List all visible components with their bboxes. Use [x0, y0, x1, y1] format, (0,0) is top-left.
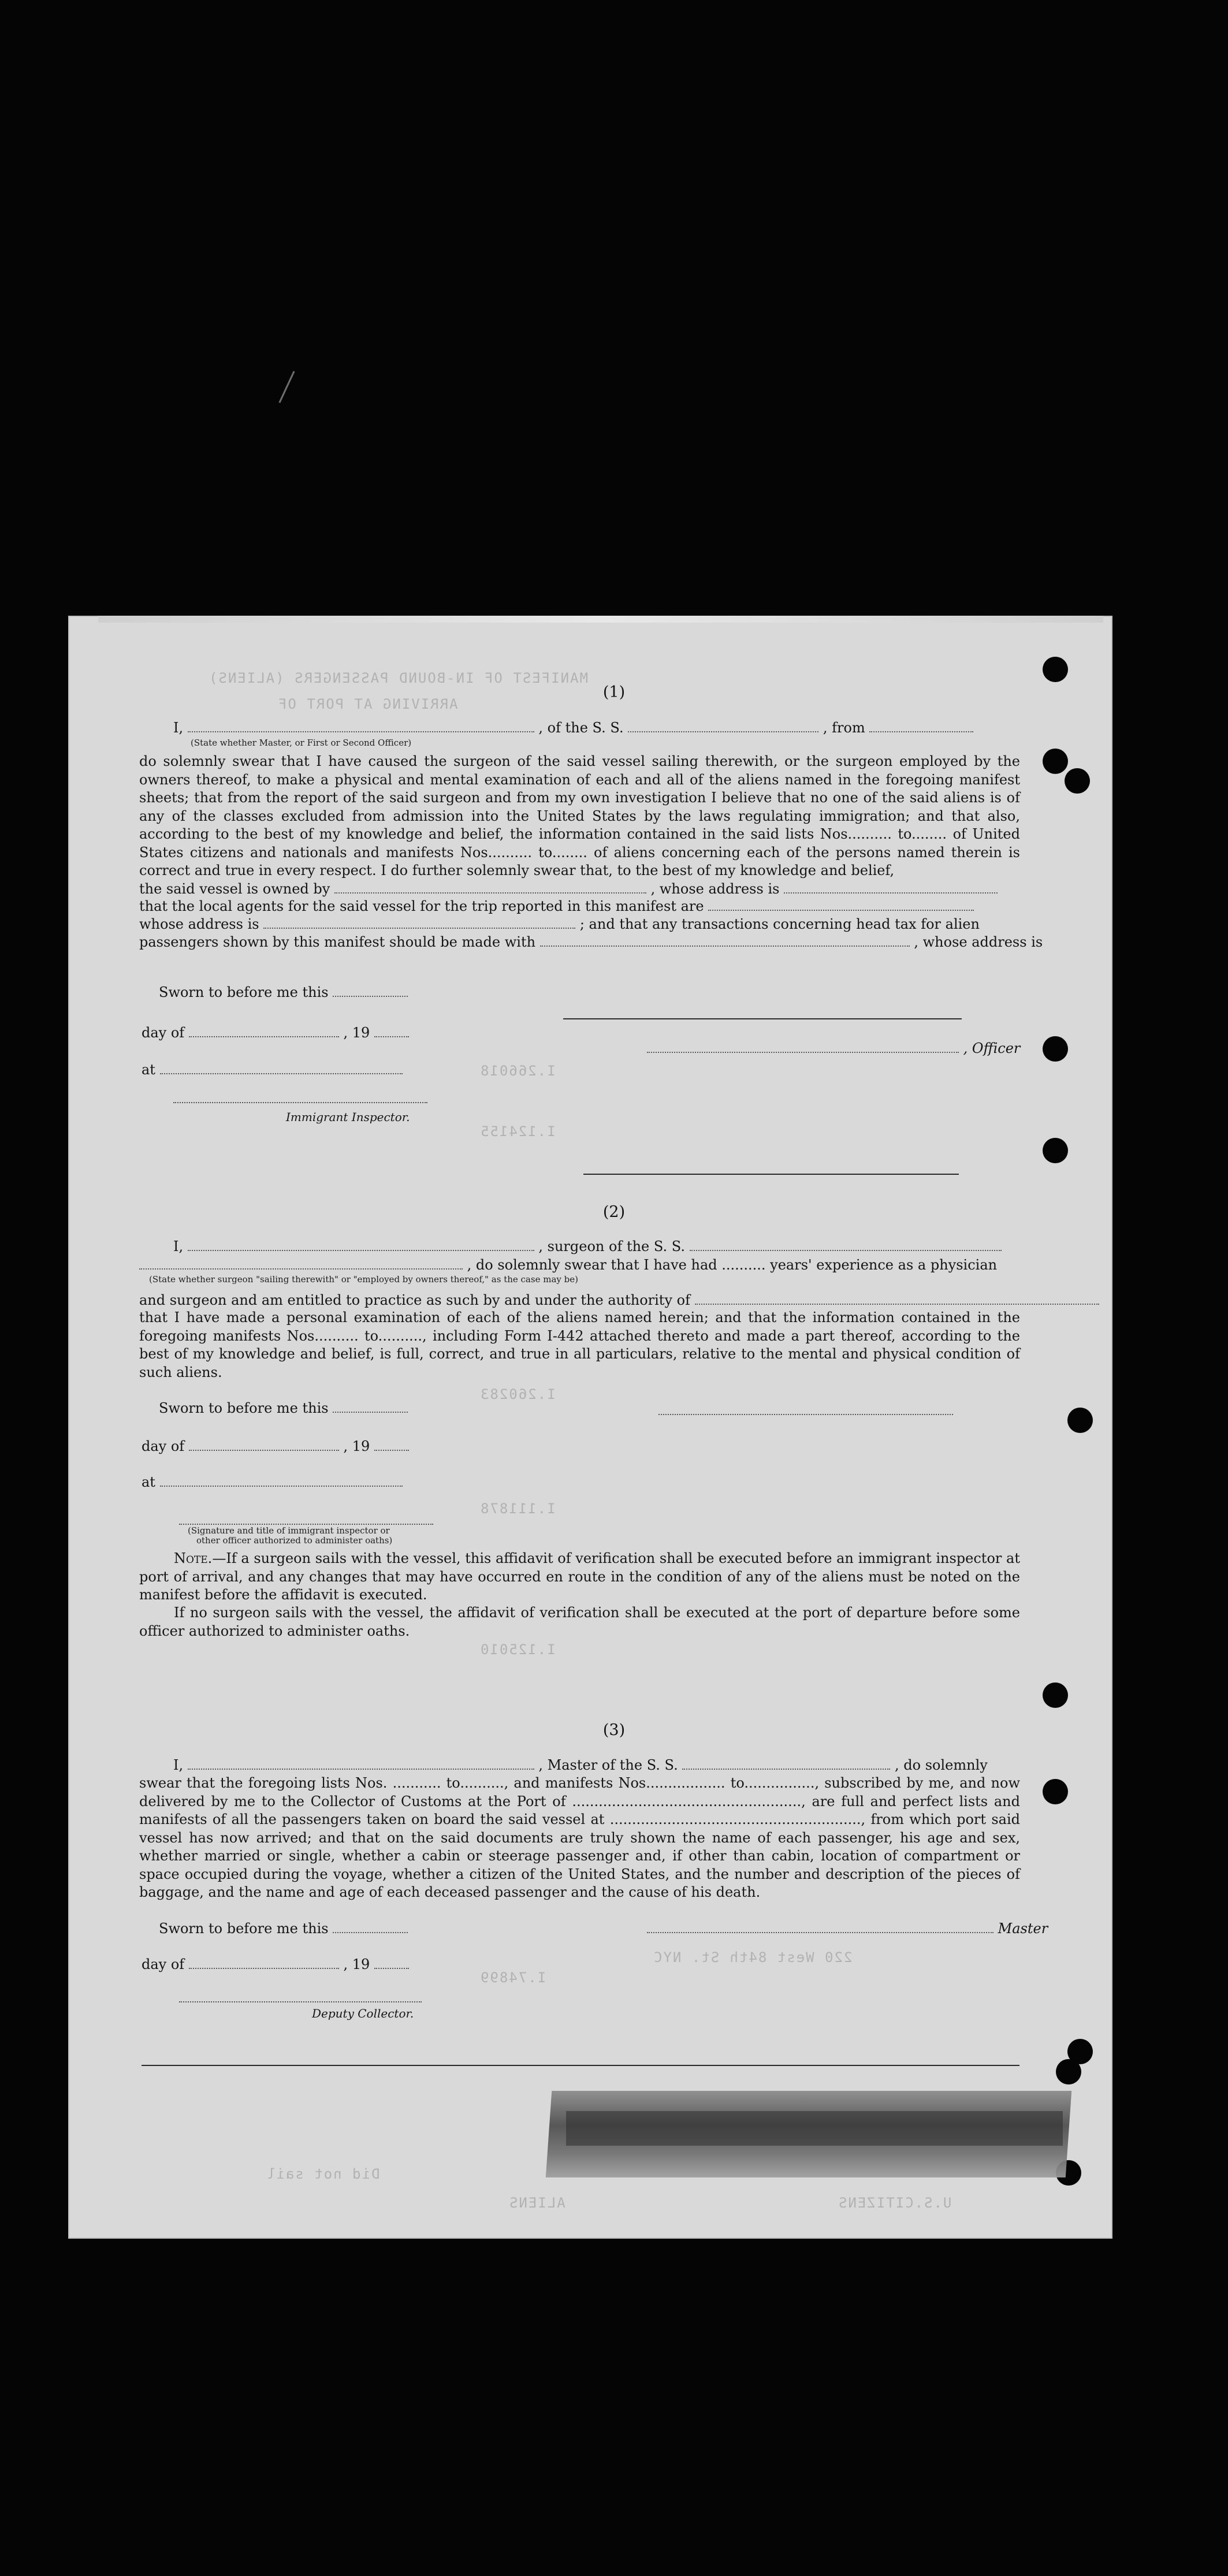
section-1-paragraph: do solemnly swear that I have caused the surgeon of the said vessel sailing therewith, or the surgeon employed by the owners thereof, to make a physical and mental examination of each and all of the aliens named in the foregoing manifest sheets; that from the report of the said surgeon and from my own investigation I believe that no one of the said aliens is of any of the classes excluded from admission into the United States by the laws regulating immigration; and that also, according to the best of my knowledge and belief, the information contained in the said lists Nos.......... to........ of United States citizens and nationals and manifests Nos.......... to........ of aliens concerning each of the persons named therein is correct and true in every respect. I do further solemnly swear that, to the best of my knowledge and belief, [139, 753, 1020, 878]
punch-hole [1043, 1682, 1068, 1708]
section-2-note [139, 1550, 1020, 1605]
label-whose-address: , whose address is [650, 881, 780, 897]
section-1-number: (1) [602, 683, 626, 701]
section-1-agents-line [139, 897, 974, 915]
label-day-of: day of [142, 1438, 185, 1454]
field-agent-address [263, 928, 575, 929]
label-at: at [142, 1062, 155, 1078]
label-of-ss: , of the S. S. [538, 720, 624, 736]
section-3-day-of [142, 1955, 409, 1974]
label-passengers: passengers shown by this manifest should be made with [139, 934, 536, 950]
ghost-line: Did not sail [266, 2166, 380, 2182]
punch-hole [1067, 1408, 1093, 1433]
ghost-header-1: MANIFEST OF IN-BOUND PASSENGERS (ALIENS) [208, 670, 588, 686]
bottom-rule [142, 2065, 1019, 2066]
field-month [189, 1036, 339, 1037]
field-sworn-day [333, 996, 408, 997]
label-owned-by: the said vessel is owned by [139, 881, 330, 897]
section-1-address-line [139, 915, 980, 933]
label-year: , 19 [343, 1438, 370, 1454]
ghost-line: I.266018 [479, 1063, 556, 1079]
ghost-line: U.S.CITIZENS [838, 2195, 952, 2211]
field-month [189, 1968, 339, 1969]
punch-hole [1056, 2059, 1081, 2084]
field-surgeon-name [188, 1250, 534, 1251]
label-from: , from [823, 720, 865, 736]
inspector-signature-line-2 [179, 1524, 433, 1525]
section-2-experience [139, 1256, 997, 1274]
label-experience: , do solemnly swear that I have had .......... years' experience as a physician [467, 1257, 998, 1273]
ink-smear-shadow [566, 2111, 1063, 2146]
field-master-name [188, 1769, 534, 1770]
section-2-at [142, 1473, 403, 1491]
punch-hole [1065, 768, 1090, 794]
label-I: I, [173, 1757, 184, 1773]
ghost-line: ALIENS [508, 2195, 565, 2211]
section-2-paragraph: that I have made a personal examination of each of the aliens named herein; and that the information contained in the foregoing manifests Nos.......... to.........., including Form I-442 attached thereto and made a part thereof, according to the best of my knowledge and belief, is full, correct, and true in all particulars, relative to the mental and physical condition of such aliens. [139, 1309, 1020, 1380]
ghost-line: 220 West 84th St. NYC [653, 1949, 853, 1965]
label-solemnly: , do solemnly [895, 1757, 988, 1773]
label-sworn: Sworn to before me this [159, 1400, 329, 1416]
section-2-state-note: (State whether surgeon "sailing therewith" or "employed by owners thereof," as the case may be) [149, 1274, 578, 1285]
officer-rule [563, 1018, 962, 1019]
section-2-line-I [173, 1237, 1002, 1256]
section-3-line-I [173, 1756, 988, 1774]
field-master-signature [647, 1932, 993, 1933]
inspector-signature-line [173, 1102, 427, 1103]
section-3-deputy: Deputy Collector. [312, 2007, 414, 2020]
section-1-owned-line [139, 880, 998, 898]
field-officer-name [188, 731, 534, 732]
ghost-line: I.74899 [479, 1970, 546, 1986]
field-year [374, 1450, 409, 1451]
section-1-inspector: Immigrant Inspector. [286, 1110, 410, 1124]
field-authority [695, 1304, 1099, 1305]
label-year: , 19 [343, 1956, 370, 1972]
label-whose-address-2: whose address is [139, 916, 259, 932]
section-3-master-line [647, 1919, 1048, 1938]
ghost-line: I.125010 [479, 1641, 556, 1658]
section-2-sworn [159, 1399, 408, 1417]
field-sworn-day [333, 1932, 408, 1933]
field-agents [708, 910, 974, 911]
signature-note-1: (Signature and title of immigrant inspector or [188, 1525, 390, 1536]
label-day-of: day of [142, 1956, 185, 1972]
field-month [189, 1450, 339, 1451]
note-text: —If a surgeon sails with the vessel, this affidavit of verification shall be executed before an immigrant inspector at port of arrival, and any changes that may have occurred en route in the condition of any of the aliens must be noted on the manifest before the affidavit is executed. [139, 1550, 1020, 1603]
section-1-day-of [142, 1023, 409, 1042]
label-whose-address-3: , whose address is [914, 934, 1043, 950]
deputy-signature-line [179, 2001, 422, 2002]
section-3-paragraph: swear that the foregoing lists Nos. ........... to.........., and manifests Nos.................. to................, subscribed by me, and now delivered by me to the Collector of Customs at the Port of ...................................................., are full and perfect lists and manifests of all the passengers taken on board the said vessel at ........................................................., from which port said vessel has now arrived; and that on the said documents are truly shown the name of each passenger, his age and sex, whether married or single, whether a cabin or steerage passenger and, if other than cabin, location of compartment or space occupied during the voyage, whether a citizen of the United States, and the number and description of the pieces of baggage, and the name and age of each deceased passenger and the cause of his death. [139, 1775, 1020, 1900]
ghost-header-2: ARRIVING AT PORT OF [277, 696, 458, 712]
ghost-line: I.111878 [479, 1501, 556, 1517]
note-2-text: If no surgeon sails with the vessel, the affidavit of verification shall be executed at the port of departure before some officer authorized to administer oaths. [139, 1605, 1020, 1639]
section-2-number: (2) [602, 1203, 626, 1221]
section-1-sworn [159, 983, 408, 1002]
label-authority: and surgeon and am entitled to practice as such by and under the authority of [139, 1292, 690, 1308]
field-owner [334, 892, 646, 894]
field-port-from [869, 731, 973, 732]
punch-hole [1043, 1779, 1068, 1804]
field-vessel-name [628, 731, 818, 732]
punch-hole [1043, 749, 1068, 774]
section-1-passengers-line [139, 933, 1043, 951]
label-sworn: Sworn to before me this [159, 984, 329, 1000]
field-surgeon-type [139, 1268, 463, 1270]
signature-note-2: other officer authorized to administer oaths) [196, 1535, 393, 1546]
field-sworn-day [333, 1412, 408, 1413]
label-local-agents: that the local agents for the said vessel for the trip reported in this manifest are [139, 898, 704, 914]
punch-hole [1043, 1036, 1068, 1062]
field-head-tax-party [540, 945, 910, 947]
field-officer-signature [647, 1052, 959, 1053]
note-label: Note. [174, 1550, 213, 1566]
surgeon-signature-line [658, 1414, 953, 1415]
label-master-of: , Master of the S. S. [538, 1757, 678, 1773]
film-scratch [278, 371, 295, 403]
label-surgeon-of: , surgeon of the S. S. [538, 1238, 685, 1255]
label-at: at [142, 1474, 155, 1490]
section-1-line-I [173, 719, 973, 737]
field-at [160, 1073, 403, 1074]
section-3-sworn [159, 1919, 408, 1938]
ghost-line: I.260283 [479, 1386, 556, 1402]
punch-hole [1043, 657, 1068, 682]
field-owner-address [784, 892, 998, 894]
section-2-note-2 [139, 1604, 1020, 1640]
field-year [374, 1036, 409, 1037]
label-head-tax: ; and that any transactions concerning head tax for alien [579, 916, 980, 932]
ghost-line: I.124155 [479, 1123, 556, 1140]
section-1-officer-line [647, 1039, 1020, 1058]
punch-hole [1043, 1138, 1068, 1163]
label-I: I, [173, 1238, 184, 1255]
label-year: , 19 [343, 1025, 370, 1041]
label-sworn: Sworn to before me this [159, 1920, 329, 1937]
field-vessel-name-2 [690, 1250, 1002, 1251]
section-3-number: (3) [602, 1721, 626, 1739]
paper-top-edge [98, 616, 1103, 623]
section-2-authority [139, 1291, 1099, 1309]
label-I: I, [173, 720, 184, 736]
label-day-of: day of [142, 1025, 185, 1041]
section-1-divider [583, 1174, 959, 1175]
field-at [160, 1486, 403, 1487]
label-officer: , Officer [963, 1040, 1021, 1056]
section-1-at [142, 1060, 403, 1079]
section-2-day-of [142, 1437, 409, 1455]
label-master: Master [998, 1920, 1048, 1937]
section-1-state-note: (State whether Master, or First or Second Officer) [191, 738, 412, 748]
field-year [374, 1968, 409, 1969]
field-vessel-name-3 [682, 1769, 890, 1770]
